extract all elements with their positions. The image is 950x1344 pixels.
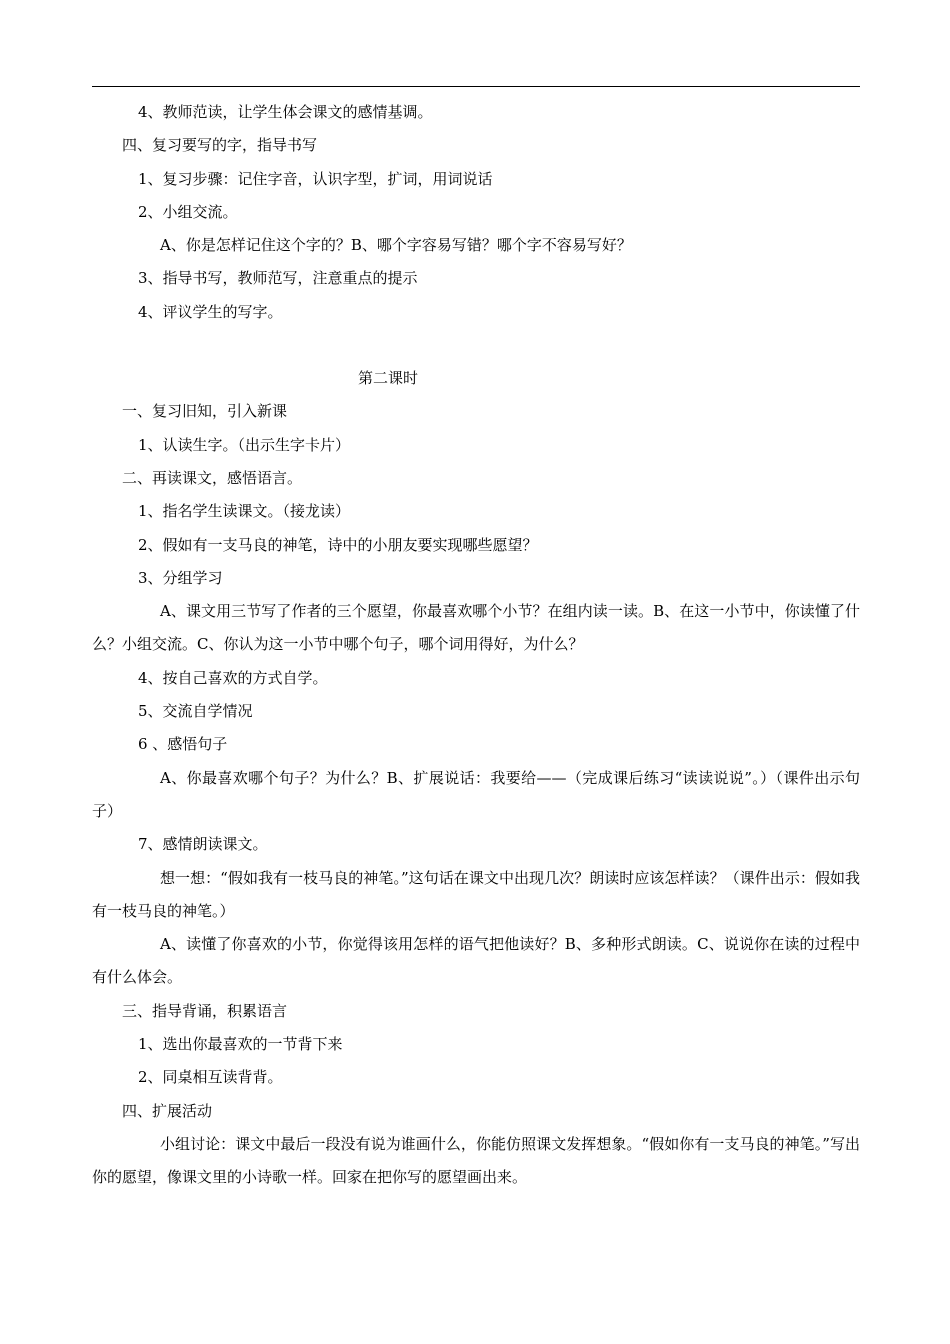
discussion-paragraph: 小组讨论：课文中最后一段没有说为谁画什么，你能仿照课文发挥想象。“假如你有一支马良的神笔。”写出你的愿望，像课文里的小诗歌一样。回家在把你写的愿望画出来。 <box>92 1134 860 1187</box>
part-2-step-2: 2、假如有一支马良的神笔，诗中的小朋友要实现哪些愿望？ <box>138 535 538 554</box>
step-2-group: 2、小组交流。 <box>138 202 238 221</box>
part-2-step-4: 4、按自己喜欢的方式自学。 <box>138 668 328 687</box>
part-2-step-1: 1、指名学生读课文。（接龙读） <box>138 502 351 521</box>
step-1-review: 1、复习步骤：记住字音，认识字型，扩词，用词说话 <box>138 169 493 188</box>
section-4-heading: 四、复习要写的字，指导书写 <box>122 136 318 155</box>
part-3-step-2: 2、同桌相互读背背。 <box>138 1068 283 1087</box>
part-3-step-1: 1、选出你最喜欢的一节背下来 <box>138 1035 343 1054</box>
part-2-heading: 二、再读课文，感悟语言。 <box>122 468 303 487</box>
think-paragraph: 想一想：“假如我有一枝马良的神笔。”这句话在课文中出现几次？朗读时应该怎样读？（课件出示：假如我有一枝马良的神笔。） <box>92 868 860 920</box>
header-rule <box>92 86 860 87</box>
step-4-teacher-reading: 4、教师范读，让学生体会课文的感情基调。 <box>138 103 433 121</box>
document-body <box>92 96 860 1195</box>
part-2-step-5: 5、交流自学情况 <box>138 702 253 721</box>
step-3-writing: 3、指导书写，教师范写，注意重点的提示 <box>138 269 418 288</box>
sentence-paragraph: A、你最喜欢哪个句子？为什么？B、扩展说话：我要给——（完成课后练习“读读说说”。）（课件出示句子） <box>92 768 860 820</box>
step-4-evaluate: 4、评议学生的写字。 <box>138 302 283 321</box>
part-2-step-6: 6 、感悟句子 <box>138 735 228 754</box>
part-1-step-1: 1、认读生字。（出示生字卡片） <box>138 435 351 454</box>
group-study-paragraph: A、课文用三节写了作者的三个愿望，你最喜欢哪个小节？在组内读一读。B、在这一小节中，你读懂了什么？小组交流。C、你认为这一小节中哪个句子，哪个词用得好，为什么？ <box>92 602 860 654</box>
part-1-heading: 一、复习旧知，引入新课 <box>122 402 288 421</box>
lesson-2-title: 第二课时 <box>358 369 419 388</box>
part-2-step-7: 7、感情朗读课文。 <box>138 835 268 854</box>
reading-paragraph: A、读懂了你喜欢的小节，你觉得该用怎样的语气把他读好？B、多种形式朗读。C、说说你在读的过程中有什么体会。 <box>92 935 860 987</box>
questions-a-b: A、你是怎样记住这个字的？B、哪个字容易写错？哪个字不容易写好？ <box>160 236 632 255</box>
part-4-heading: 四、扩展活动 <box>122 1101 213 1120</box>
part-3-heading: 三、指导背诵，积累语言 <box>122 1001 288 1020</box>
blank-line <box>92 329 860 362</box>
part-2-step-3: 3、分组学习 <box>138 568 223 587</box>
